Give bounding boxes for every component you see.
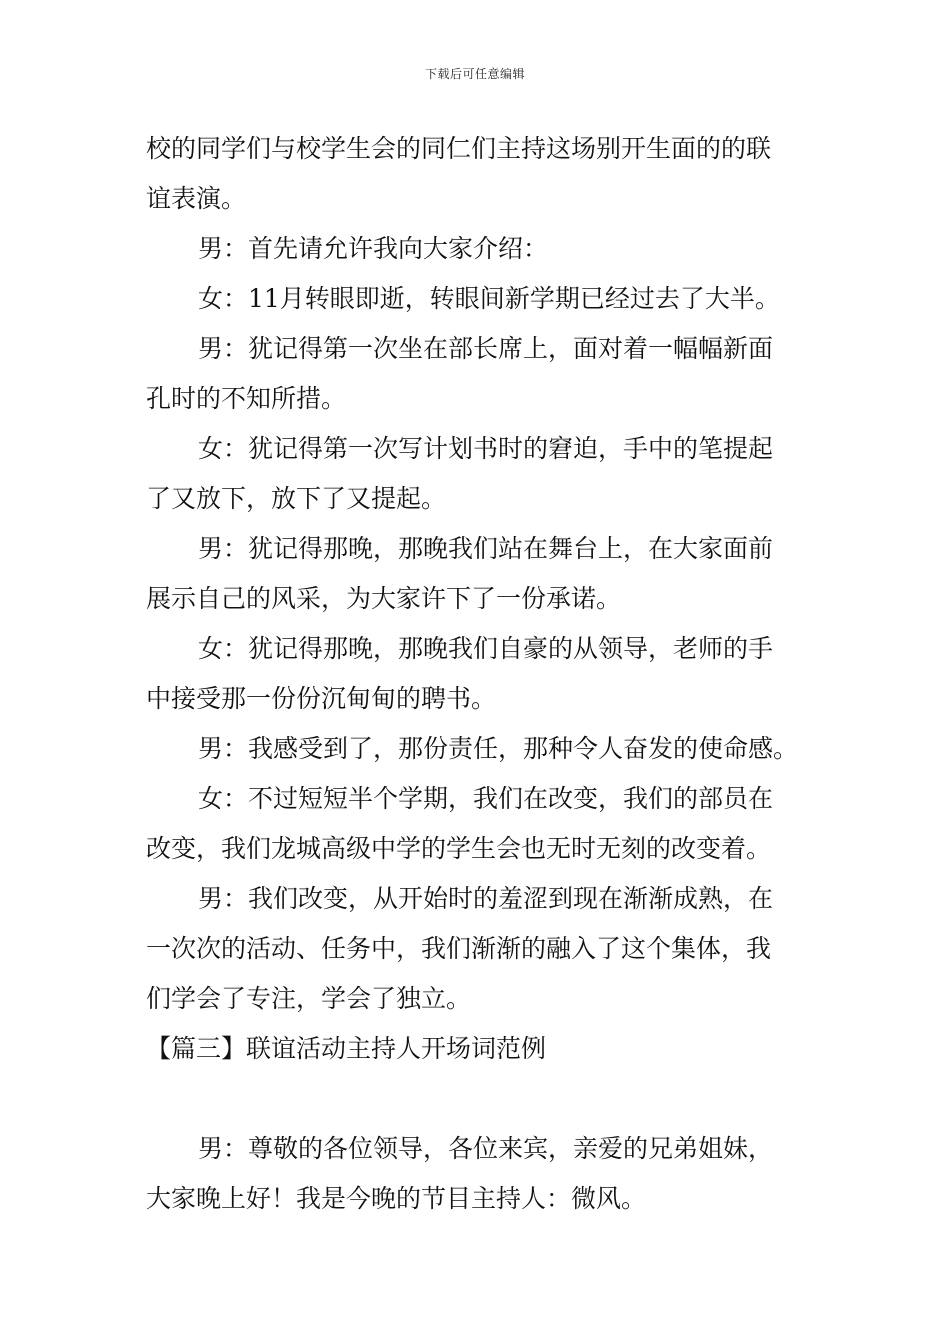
text-line: 大家晚上好！我是今晚的节目主持人：微风。 xyxy=(146,1184,647,1213)
text-line: 男：犹记得第一次坐在部长席上，面对着一幅幅新面 xyxy=(198,334,774,363)
text-line: 谊表演。 xyxy=(146,184,247,213)
text-line: 校的同学们与校学生会的同仁们主持这场别开生面的的联 xyxy=(146,134,772,163)
text-line: 女：犹记得那晚，那晚我们自豪的从领导，老师的手 xyxy=(198,634,774,663)
text-line: 男：首先请允许我向大家介绍： xyxy=(198,234,549,263)
text-line: 男：我们改变，从开始时的羞涩到现在渐渐成熟，在 xyxy=(198,884,774,913)
paragraph-2 xyxy=(146,224,810,274)
text-line: 一次次的活动、任务中，我们渐渐的融入了这个集体，我 xyxy=(146,934,772,963)
paragraph-6 xyxy=(146,524,810,624)
paragraph-12 xyxy=(146,1124,810,1224)
text-line: 孔时的不知所措。 xyxy=(146,384,347,413)
text-line: 女：不过短短半个学期，我们在改变，我们的部员在 xyxy=(198,784,774,813)
section-heading xyxy=(146,1024,810,1074)
text-line: 女：11月转眼即逝，转眼间新学期已经过去了大半。 xyxy=(198,284,780,313)
paragraph-5 xyxy=(146,424,810,524)
paragraph-8 xyxy=(146,724,810,774)
paragraph-10 xyxy=(146,874,810,1024)
paragraph-7 xyxy=(146,624,810,724)
text-line: 了又放下，放下了又提起。 xyxy=(146,484,447,513)
text-line: 改变，我们龙城高级中学的学生会也无时无刻的改变着。 xyxy=(146,834,772,863)
paragraph-1 xyxy=(146,124,810,224)
blank-line xyxy=(146,1074,810,1124)
section-heading-text: 【篇三】联谊活动主持人开场词范例 xyxy=(146,1034,547,1063)
text-line: 们学会了专注，学会了独立。 xyxy=(146,984,472,1013)
paragraph-3 xyxy=(146,274,810,324)
text-line: 男：犹记得那晚，那晚我们站在舞台上，在大家面前 xyxy=(198,534,774,563)
paragraph-9 xyxy=(146,774,810,874)
page-header: 下载后可任意编辑 xyxy=(424,67,525,81)
text-line: 中接受那一份份沉甸甸的聘书。 xyxy=(146,684,497,713)
text-line: 男：我感受到了，那份责任，那种令人奋发的使命感。 xyxy=(198,734,799,763)
text-line: 女：犹记得第一次写计划书时的窘迫，手中的笔提起 xyxy=(198,434,774,463)
document-body xyxy=(146,124,810,1224)
text-line: 男：尊敬的各位领导，各位来宾，亲爱的兄弟姐妹， xyxy=(198,1134,774,1163)
text-line: 展示自己的风采，为大家许下了一份承诺。 xyxy=(146,584,622,613)
paragraph-4 xyxy=(146,324,810,424)
